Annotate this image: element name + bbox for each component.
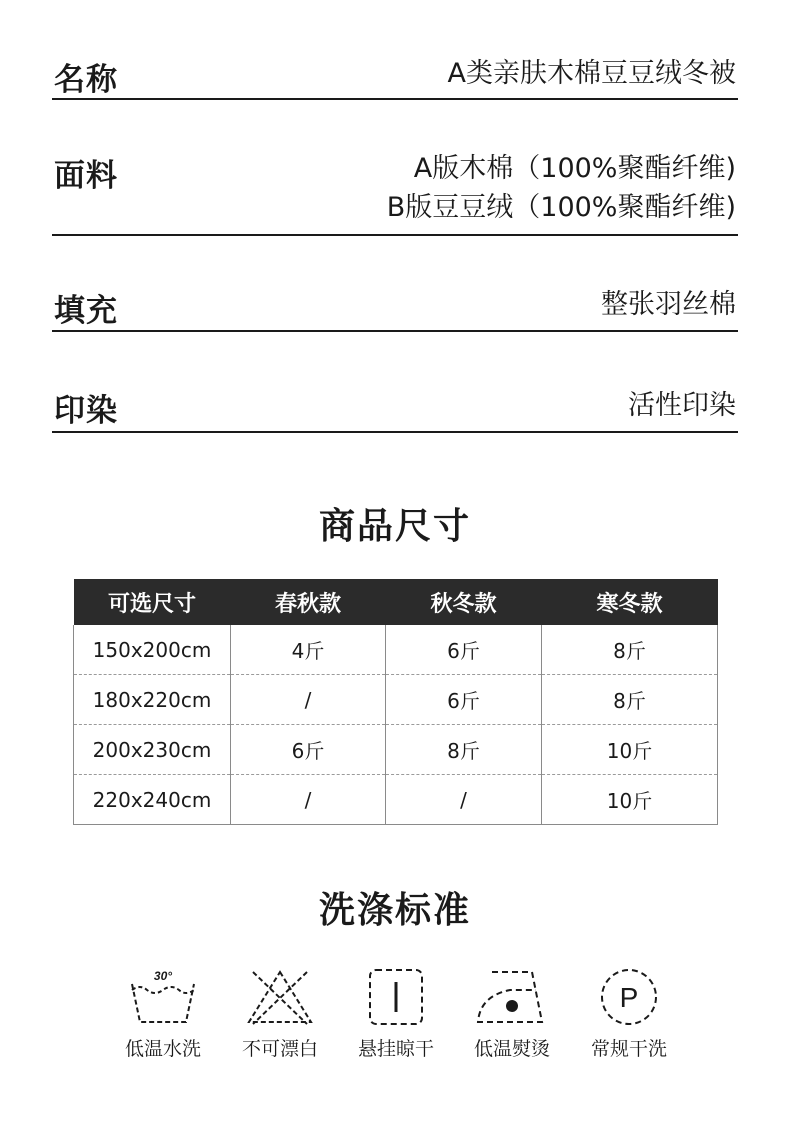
care-item-low-iron (462, 966, 562, 1061)
weight-cell: / (231, 675, 386, 725)
weight-cell: 10斤 (542, 725, 718, 775)
column-header-deep-winter: 寒冬款 (542, 579, 718, 625)
spec-row-fabric (52, 140, 738, 236)
no-bleach-icon (243, 966, 317, 1028)
weight-cell: 4斤 (231, 625, 386, 675)
size-cell: 150x200cm (74, 625, 231, 675)
spec-label: 印染 (54, 393, 118, 429)
weight-cell: 6斤 (386, 625, 542, 675)
size-cell: 200x230cm (74, 725, 231, 775)
hang-dry-icon (359, 966, 433, 1028)
care-item-wash (113, 966, 213, 1061)
care-item-dry-clean (579, 966, 679, 1061)
table-row (74, 725, 718, 775)
spec-value: A版木棉（100%聚酯纤维) (413, 153, 736, 184)
svg-text:30°: 30° (153, 969, 173, 983)
svg-text:P: P (619, 982, 639, 1013)
spec-value: B版豆豆绒（100%聚酯纤维) (386, 192, 736, 223)
weight-cell: 6斤 (231, 725, 386, 775)
care-label: 低温水洗 (124, 1038, 201, 1060)
table-row (74, 775, 718, 825)
spec-value: 活性印染 (628, 390, 736, 421)
care-label: 常规干洗 (590, 1038, 667, 1060)
care-label: 低温熨烫 (473, 1038, 550, 1060)
spec-value: A类亲肤木棉豆豆绒冬被 (447, 58, 736, 89)
weight-cell: 8斤 (542, 625, 718, 675)
spec-row-name (52, 48, 738, 100)
spec-row-printing (52, 380, 738, 433)
care-section-title: 洗涤标准 (318, 890, 471, 931)
care-item-no-bleach (230, 966, 330, 1061)
column-header-autumn-winter: 秋冬款 (386, 579, 542, 625)
weight-cell: 10斤 (542, 775, 718, 825)
dry-clean-p-icon (592, 966, 666, 1028)
weight-cell: 8斤 (542, 675, 718, 725)
spec-label: 填充 (54, 293, 118, 329)
care-label: 不可漂白 (241, 1038, 318, 1060)
weight-cell: / (386, 775, 542, 825)
size-table (73, 579, 718, 825)
spec-row-filling (52, 276, 738, 332)
column-header-size: 可选尺寸 (74, 579, 231, 625)
spec-label: 名称 (54, 62, 118, 98)
weight-cell: 6斤 (386, 675, 542, 725)
size-section-title: 商品尺寸 (318, 506, 471, 547)
table-row (74, 675, 718, 725)
weight-cell: / (231, 775, 386, 825)
care-label: 悬挂晾干 (357, 1038, 434, 1060)
column-header-spring-autumn: 春秋款 (231, 579, 386, 625)
weight-cell: 8斤 (386, 725, 542, 775)
size-table-header (74, 579, 718, 625)
spec-label: 面料 (54, 158, 118, 194)
size-cell: 220x240cm (74, 775, 231, 825)
size-cell: 180x220cm (74, 675, 231, 725)
low-iron-icon (470, 966, 554, 1028)
wash-30-icon (126, 966, 200, 1028)
care-item-hang-dry (346, 966, 446, 1061)
spec-value: 整张羽丝棉 (601, 289, 736, 320)
table-row (74, 625, 718, 675)
